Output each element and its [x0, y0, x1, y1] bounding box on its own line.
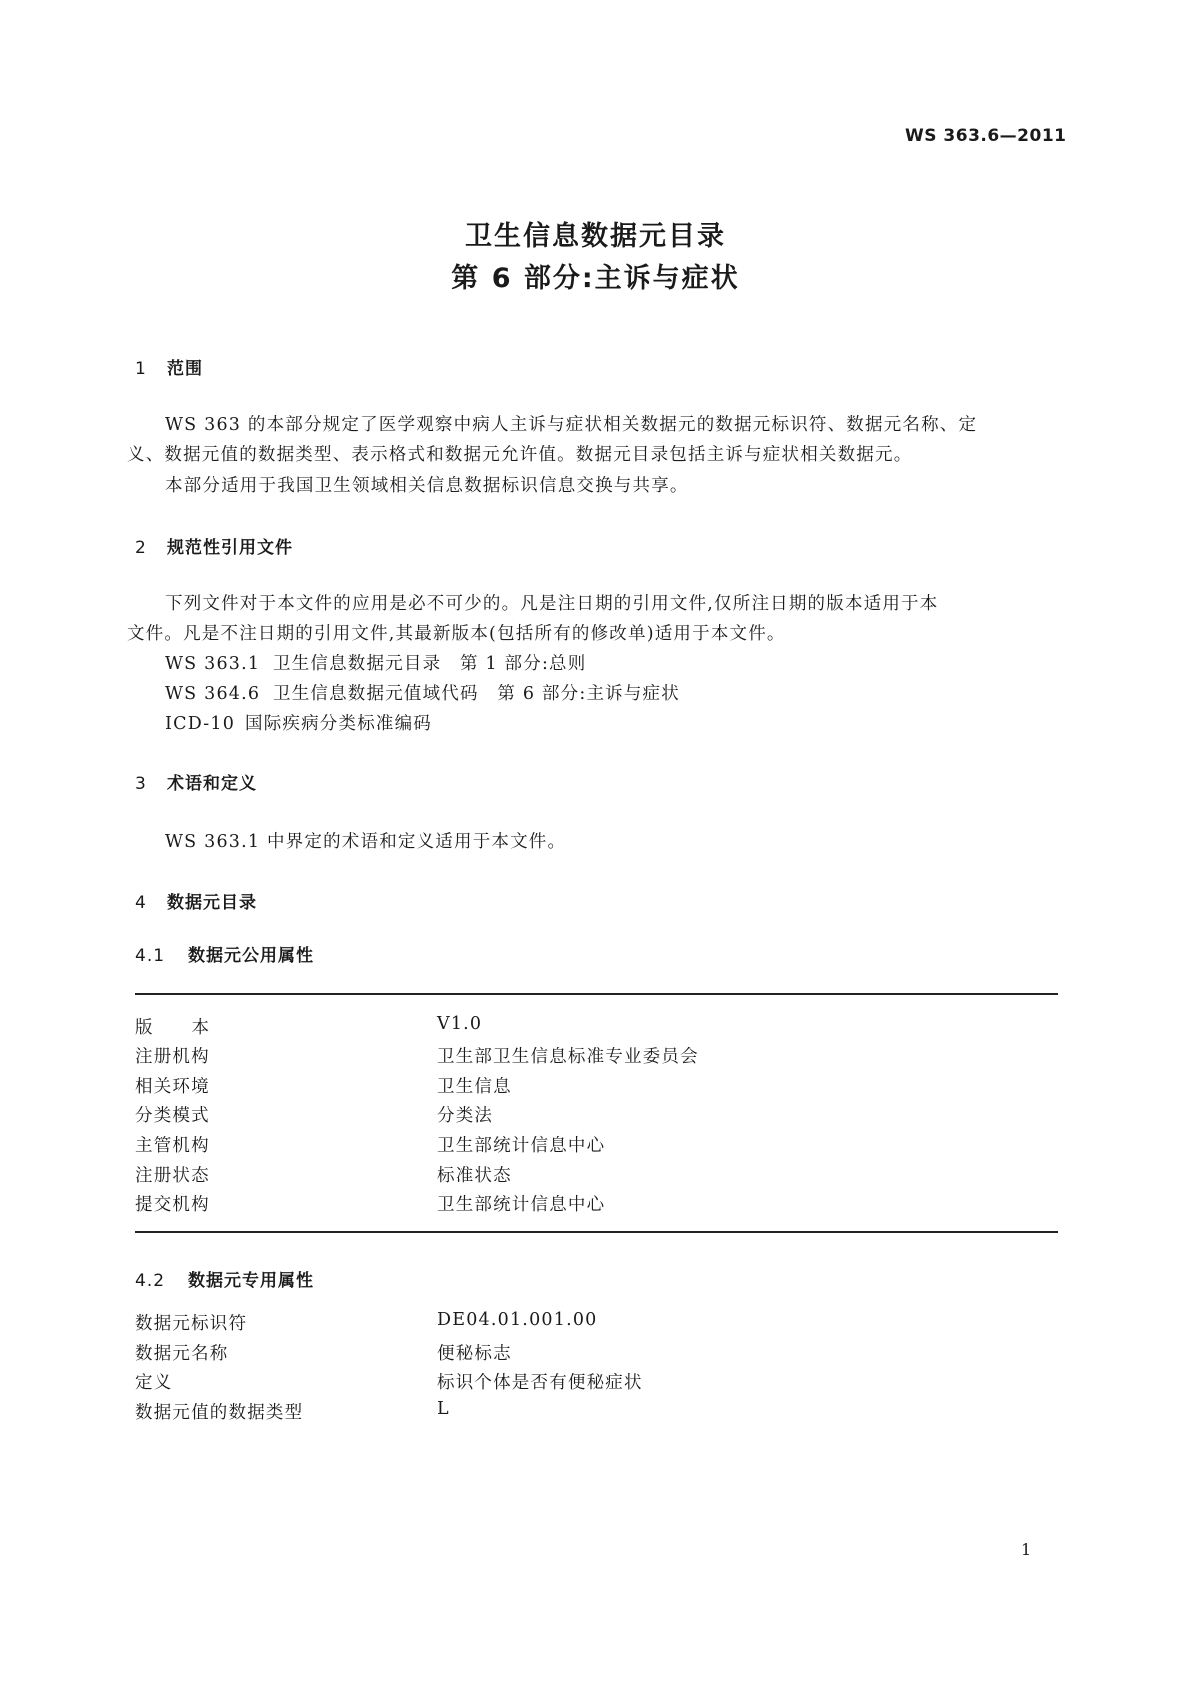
attribute-key: 定义	[135, 1373, 173, 1393]
page-number: 1	[1021, 1540, 1032, 1559]
attribute-key: 提交机构	[135, 1195, 210, 1215]
section-1-heading	[135, 354, 203, 379]
attribute-key: 注册状态	[135, 1166, 210, 1186]
document-number: WS 363.6—2011	[905, 126, 1067, 146]
attribute-value: 分类法	[437, 1106, 494, 1126]
attribute-value: V1.0	[437, 1014, 483, 1034]
normative-reference	[165, 710, 432, 735]
attribute-value: 便秘标志	[437, 1344, 512, 1364]
attribute-value: L	[437, 1399, 450, 1419]
subsection-title: 数据元专用属性	[188, 1271, 314, 1291]
reference-title: 卫生信息数据元目录 第 1 部分:总则	[273, 654, 587, 674]
section-title: 术语和定义	[167, 774, 257, 794]
table-bottom-rule	[135, 1231, 1058, 1233]
table-top-rule	[135, 993, 1058, 995]
subsection-number: 4.1	[135, 946, 166, 966]
section-title: 规范性引用文件	[167, 538, 293, 558]
attribute-value: 卫生部统计信息中心	[437, 1195, 606, 1215]
attribute-value: 标识个体是否有便秘症状	[437, 1373, 643, 1393]
reference-code: ICD-10	[165, 714, 236, 734]
reference-title: 卫生信息数据元值域代码 第 6 部分:主诉与症状	[273, 684, 680, 704]
attribute-key: 注册机构	[135, 1047, 210, 1067]
attribute-key: 数据元标识符	[135, 1314, 248, 1334]
section-2-heading	[135, 533, 293, 558]
attribute-value: 标准状态	[437, 1166, 512, 1186]
paragraph: WS 363.1 中界定的术语和定义适用于本文件。	[165, 832, 567, 852]
document-subtitle: 第 6 部分:主诉与症状	[451, 263, 740, 294]
section-3-heading	[135, 769, 257, 794]
normative-reference	[165, 650, 586, 675]
section-title: 范围	[167, 359, 203, 379]
attribute-value: DE04.01.001.00	[437, 1310, 598, 1330]
paragraph: 下列文件对于本文件的应用是必不可少的。凡是注日期的引用文件,仅所注日期的版本适用于本	[165, 594, 939, 614]
attribute-key: 相关环境	[135, 1077, 210, 1097]
subsection-4-1-heading	[135, 941, 314, 966]
section-number: 2	[135, 538, 147, 558]
section-number: 4	[135, 893, 147, 913]
normative-reference	[165, 680, 680, 705]
section-title: 数据元目录	[167, 893, 257, 913]
attribute-key: 版本	[135, 1018, 248, 1038]
reference-title: 国际疾病分类标准编码	[245, 714, 432, 734]
paragraph: 本部分适用于我国卫生领域相关信息数据标识信息交换与共享。	[165, 476, 689, 496]
attribute-key: 数据元值的数据类型	[135, 1403, 304, 1423]
attribute-value: 卫生信息	[437, 1077, 512, 1097]
document-title: 卫生信息数据元目录	[465, 221, 726, 252]
section-4-heading	[135, 888, 257, 913]
attribute-value: 卫生部卫生信息标准专业委员会	[437, 1047, 699, 1067]
reference-code: WS 363.1	[165, 654, 261, 674]
attribute-key: 数据元名称	[135, 1344, 229, 1364]
attribute-key: 分类模式	[135, 1106, 210, 1126]
section-number: 1	[135, 359, 147, 379]
reference-code: WS 364.6	[165, 684, 261, 704]
paragraph-continuation: 义、数据元值的数据类型、表示格式和数据元允许值。数据元目录包括主诉与症状相关数据元。	[127, 445, 913, 465]
attribute-value: 卫生部统计信息中心	[437, 1136, 606, 1156]
paragraph: WS 363 的本部分规定了医学观察中病人主诉与症状相关数据元的数据元标识符、数据元名称、定	[165, 415, 978, 435]
subsection-title: 数据元公用属性	[188, 946, 314, 966]
attribute-key: 主管机构	[135, 1136, 210, 1156]
section-number: 3	[135, 774, 147, 794]
subsection-number: 4.2	[135, 1271, 166, 1291]
subsection-4-2-heading	[135, 1266, 314, 1291]
paragraph-continuation: 文件。凡是不注日期的引用文件,其最新版本(包括所有的修改单)适用于本文件。	[127, 624, 786, 644]
